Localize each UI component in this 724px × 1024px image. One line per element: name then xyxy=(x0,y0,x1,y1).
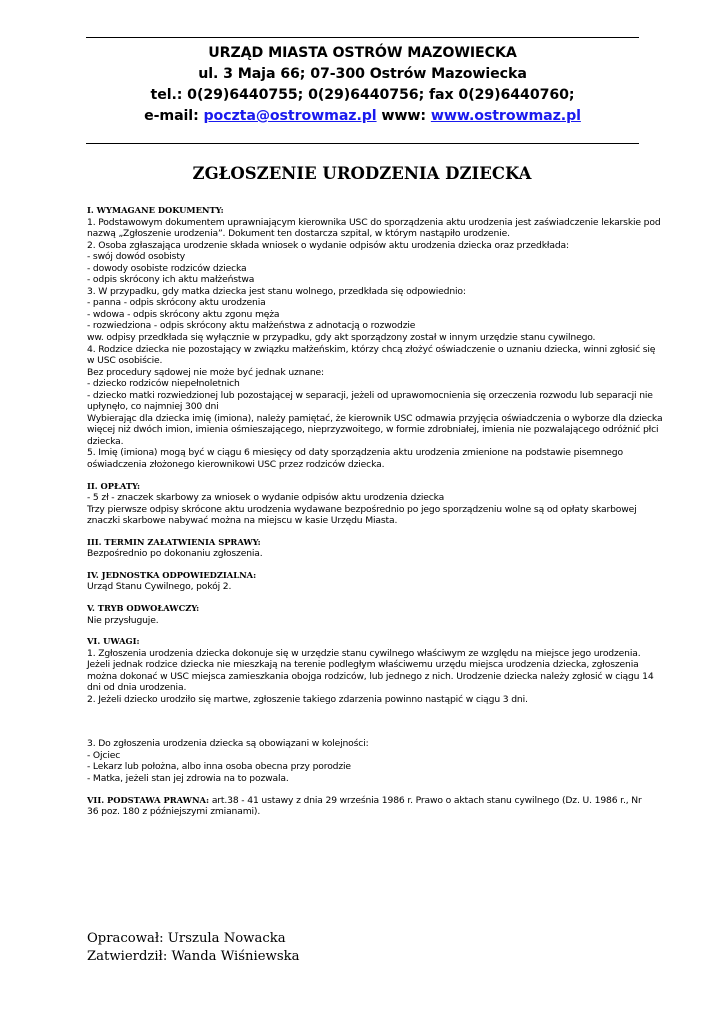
section-2-text xyxy=(87,492,642,527)
text-line: Bez procedury sądowej nie może być jednak uznane: xyxy=(87,366,324,378)
text-line: 1. Zgłoszenia urodzenia dziecka dokonuje się w urzędzie stanu cywilnego właściwym ze względu na miejsce jego urodzenia. xyxy=(87,647,641,659)
approved-by: Zatwierdził: Wanda Wiśniewska xyxy=(87,949,300,964)
email-link[interactable]: poczta@ostrowmaz.pl xyxy=(203,108,377,124)
text-line: 2. Osoba zgłaszająca urodzenie składa wniosek o wydanie odpisów aktu urodzenia dziecka oraz przedkłada: xyxy=(87,239,569,251)
text-line: ww. odpisy przedkłada się wyłącznie w przypadku, gdy akt sporządzony został w innym urzędzie stanu cywilnego. xyxy=(87,332,596,344)
email-label: e-mail: xyxy=(144,108,204,124)
text-line: - dziecko rodziców niepełnoletnich xyxy=(87,378,240,390)
legal-basis-text: art.38 - 41 ustawy z dnia 29 września 1986 r. Prawo o aktach stanu cywilnego (Dz. U. 1986 r., Nr xyxy=(209,794,642,806)
section-heading: II. OPŁATY: xyxy=(87,480,141,491)
text-line: 5. Imię (imiona) mogą być w ciągu 6 miesięcy od daty sporządzenia aktu urodzenia zmienione na podstawie pisemnego xyxy=(87,447,623,459)
text-line: znaczki skarbowe nabywać można na miejscu w kasie Urzędu Miasta. xyxy=(87,515,398,527)
text-line: dni od dnia urodzenia. xyxy=(87,682,187,694)
section-1-text xyxy=(87,216,663,471)
text-line: - wdowa - odpis skrócony aktu zgonu męża xyxy=(87,308,280,320)
document-body xyxy=(87,205,663,818)
text-line: - odpis skrócony ich aktu małżeństwa xyxy=(87,274,255,286)
text-line: - Lekarz lub położna, albo inna osoba obecna przy porodzie xyxy=(87,761,351,773)
text-line: - Ojciec xyxy=(87,749,121,761)
text-line: więcej niż dwóch imion, imienia ośmieszającego, nieprzyzwoitego, w formie zdrobniałej, imienia nie pozwalającego odróżnić płci xyxy=(87,424,659,436)
section-heading: VII. PODSTAWA PRAWNA: xyxy=(87,794,210,805)
text-line: można dokonać w USC miejsca zamieszkania obojga rodziców, lub jednego z nich. Urodzenie dziecka należy zgłosić w ciągu 14 xyxy=(87,670,654,682)
section-7-first-line xyxy=(87,795,642,807)
section-heading: III. TERMIN ZAŁATWIENIA SPRAWY: xyxy=(87,536,261,547)
text-line: Trzy pierwsze odpisy skrócone aktu urodzenia wydawane bezpośrednio po jego sporządzeniu wolne są od opłaty skarbowej xyxy=(87,503,637,515)
section-heading: I. WYMAGANE DOKUMENTY: xyxy=(87,205,224,215)
text-line: - panna - odpis skrócony aktu urodzenia xyxy=(87,297,266,309)
document-title: ZGŁOSZENIE URODZENIA DZIECKA xyxy=(192,164,532,183)
text-line: - Matka, jeżeli stan jej zdrowia na to pozwala. xyxy=(87,772,289,784)
text-line: - dziecko matki rozwiedzionej lub pozostającej w separacji, jeżeli od uprawomocnienia się orzeczenia rozwodu lub separacji nie xyxy=(87,389,653,401)
text-line: 36 poz. 180 z późniejszymi zmianami). xyxy=(87,806,261,818)
text-line: - swój dowód osobisty xyxy=(87,251,186,263)
text-line: Bezpośrednio po dokonaniu zgłoszenia. xyxy=(87,548,263,560)
office-name: URZĄD MIASTA OSTRÓW MAZOWIECKA xyxy=(208,45,517,61)
text-line: 3. Do zgłoszenia urodzenia dziecka są obowiązani w kolejności: xyxy=(87,738,369,750)
text-line: 2. Jeżeli dziecko urodziło się martwe, zgłoszenie takiego zdarzenia powinno nastąpić w ciągu 3 dni. xyxy=(87,693,528,705)
section-4-text xyxy=(87,581,642,593)
text-line: dziecka. xyxy=(87,435,124,447)
text-line: Urząd Stanu Cywilnego, pokój 2. xyxy=(87,581,232,593)
text-line: nazwą „Zgłoszenie urodzenia”. Dokument ten dostarcza szpital, w którym nastąpiło urodzenie. xyxy=(87,228,510,240)
section-6-order-text xyxy=(87,738,642,784)
section-heading: V. TRYB ODWOŁAWCZY: xyxy=(87,602,200,613)
prepared-by: Opracował: Urszula Nowacka xyxy=(87,931,286,946)
section-6-text xyxy=(87,647,654,706)
office-header xyxy=(86,37,639,144)
section-3-text xyxy=(87,548,642,560)
section-heading: IV. JEDNOSTKA ODPOWIEDZIALNA: xyxy=(87,569,257,580)
text-line: Jeżeli jednak rodzice dziecka nie mieszkają na terenie podległym właściwemu urzędu miejsca urodzenia dziecka, zgłoszenia xyxy=(87,659,639,671)
text-line: - dowody osobiste rodziców dziecka xyxy=(87,262,247,274)
text-line: Wybierając dla dziecka imię (imiona), należy pamiętać, że kierownik USC odmawia przyjęcia oświadczenia o wyborze dla dziecka xyxy=(87,412,663,424)
office-phones: tel.: 0(29)6440755; 0(29)6440756; fax 0(29)6440760; xyxy=(150,87,575,103)
text-line: oświadczenia złożonego kierownikowi USC przez rodziców dziecka. xyxy=(87,459,385,471)
text-line: 1. Podstawowym dokumentem uprawniającym kierownika USC do sporządzenia aktu urodzenia jest zaświadczenie lekarskie pod xyxy=(87,216,661,228)
text-line: 3. W przypadku, gdy matka dziecka jest stanu wolnego, przedkłada się odpowiednio: xyxy=(87,285,466,297)
text-line: w USC osobiście. xyxy=(87,355,163,367)
www-link[interactable]: www.ostrowmaz.pl xyxy=(430,108,581,124)
text-line: - rozwiedziona - odpis skrócony aktu małżeństwa z adnotacją o rozwodzie xyxy=(87,320,416,332)
section-5-text xyxy=(87,615,642,627)
signatures xyxy=(87,930,299,966)
text-line: upłynęło, co najmniej 300 dni xyxy=(87,401,219,413)
section-heading: VI. UWAGI: xyxy=(87,636,140,647)
text-line: - 5 zł - znaczek skarbowy za wniosek o wydanie odpisów aktu urodzenia dziecka xyxy=(87,492,445,504)
www-label: www: xyxy=(376,108,431,124)
office-contacts xyxy=(86,106,639,127)
office-address: ul. 3 Maja 66; 07-300 Ostrów Mazowiecka xyxy=(198,66,527,82)
text-line: Nie przysługuje. xyxy=(87,614,159,626)
text-line: 4. Rodzice dziecka nie pozostający w związku małżeńskim, którzy chcą złożyć oświadczenie o uznaniu dziecka, winni zgłosić się xyxy=(87,343,656,355)
section-7-text xyxy=(87,806,642,818)
